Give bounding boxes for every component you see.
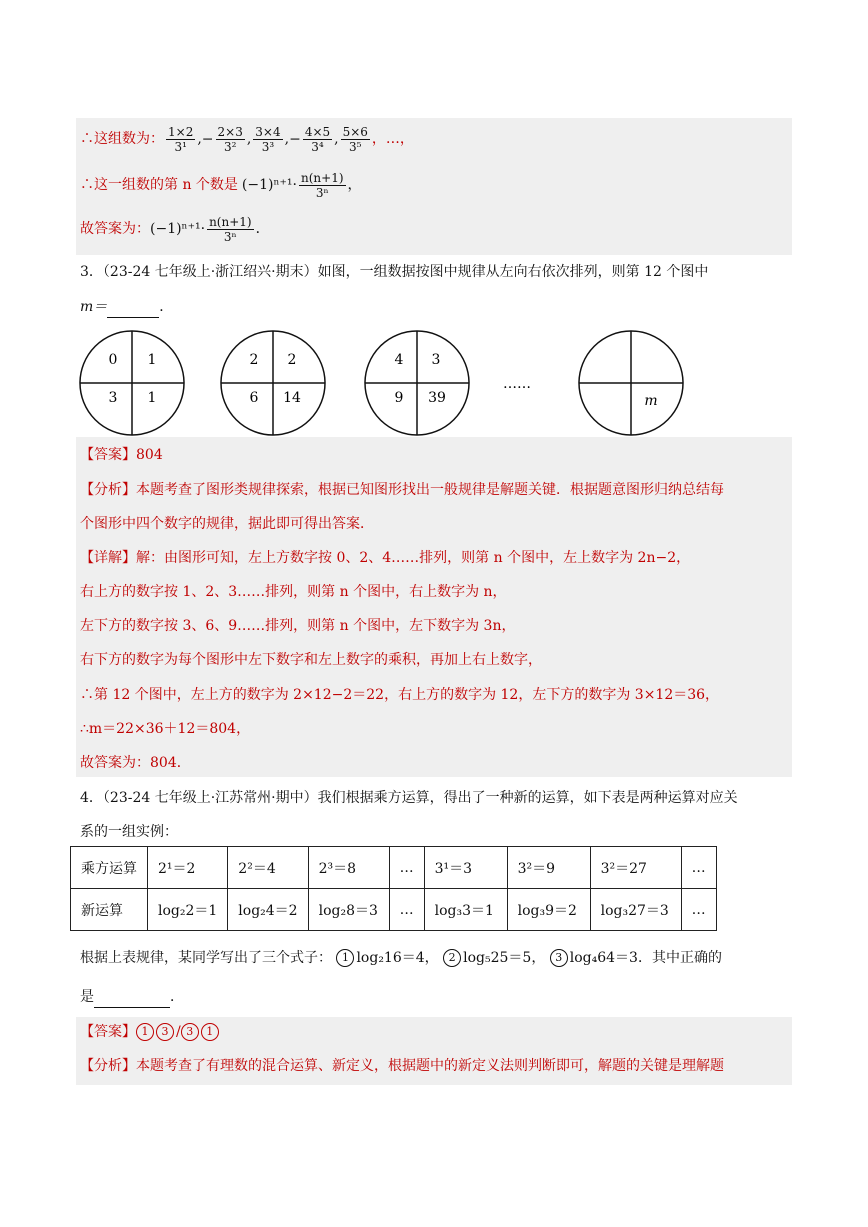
table-cell: log₂4＝2 xyxy=(228,889,308,931)
table-cell: … xyxy=(389,847,424,889)
table-cell: log₃9＝2 xyxy=(507,889,590,931)
formula-3: 3 log₄64＝3 xyxy=(550,950,638,966)
circle-3-bottom-right: 39 xyxy=(428,390,446,406)
answer-3: 【答案】804 xyxy=(80,447,163,463)
table-cell: 乘方运算 xyxy=(71,847,148,889)
table-cell: … xyxy=(389,889,424,931)
table-row xyxy=(71,889,717,931)
table-cell: 3²＝27 xyxy=(590,847,681,889)
ellipsis: …… xyxy=(503,376,531,392)
nth-term-line xyxy=(80,168,362,202)
table-cell: 3¹＝3 xyxy=(424,847,507,889)
question-3-blank-line: m＝ ． xyxy=(80,297,173,318)
fraction-1: $\frac{1\times 2}{\text{3¹}}$ xyxy=(168,124,194,154)
table-cell: 2¹＝2 xyxy=(148,847,228,889)
table-cell: … xyxy=(681,889,716,931)
nth-term-tail: ， xyxy=(347,177,362,193)
detail-3-line-3: 左下方的数字按 3、6、9……排列，则第 n 个图中，左下数字为 3n， xyxy=(80,618,516,634)
circle-1 xyxy=(80,331,184,435)
circle-3-top-left: 4 xyxy=(394,352,404,368)
formula-2: 2 log₅25＝5 xyxy=(443,950,531,966)
fraction-5: $\frac{5\times 6}{\text{3⁵}}$ xyxy=(342,124,368,154)
circle-12 xyxy=(579,331,683,435)
detail-3-line-1: 【详解】解：由图形可知，左上方数字按 0、2、4……排列，则第 n 个图中，左上数字为 2n−2， xyxy=(80,550,691,566)
table-cell: 3²＝9 xyxy=(507,847,590,889)
circle-2-top-right: 2 xyxy=(287,352,297,368)
circle-3 xyxy=(365,331,469,435)
circle-2 xyxy=(221,331,325,435)
fraction-3: $\frac{3\times 4}{\text{3³}}$ xyxy=(255,124,281,154)
answer-prefix: 故答案为： xyxy=(80,221,150,237)
answer-4: 【答案】 1 3 / 3 1 xyxy=(80,1022,221,1042)
nth-term-prefix: ∴这一组数的第 n 个数是 xyxy=(80,177,238,193)
circle-12-bottom-right: m xyxy=(644,393,658,409)
table-cell: log₂8＝3 xyxy=(308,889,389,931)
question-4-stem-line-2: 系的一组实例： xyxy=(80,824,178,840)
fraction-4: − $\frac{4\times 5}{\text{3⁴}}$ xyxy=(289,124,331,154)
sequence-line: ∴这组数为： $\frac{1\times 2}{\text{3¹}}$ , − $\frac{2\times 3}{\text{3²}}$ , $\frac{3\times 4}{\text{3³}}$ , − $\frac{4\times 5}{\text{3⁴}}$ , $\frac{5\times 6}{\text{3⁵}}$ ，…， xyxy=(80,124,414,154)
sequence-tail: ，…， xyxy=(371,131,414,147)
circle-1-top-right: 1 xyxy=(147,352,157,368)
table-cell: 2²＝4 xyxy=(228,847,308,889)
circle-1-top-left: 0 xyxy=(108,352,118,368)
question-4-rule-line: 根据上表规律，某同学写出了三个式子： 1 log₂16＝4， 2 log₅25＝5， 3 log₄64＝3．其中正确的 xyxy=(80,950,722,966)
general-term-fraction: $\frac{n(n+1)}{\text{3ⁿ}}$ xyxy=(301,170,344,200)
table-cell: log₂2＝1 xyxy=(148,889,228,931)
answer-blank xyxy=(107,297,159,318)
table-cell: 新运算 xyxy=(71,889,148,931)
circle-3-top-right: 3 xyxy=(431,352,441,368)
circle-1-bottom-right: 1 xyxy=(147,390,157,406)
analysis-4-line-1: 【分析】本题考查了有理数的混合运算、新定义，根据题中的新定义法则判断即可，解题的关键是理解题 xyxy=(80,1058,724,1074)
operation-table xyxy=(70,846,717,931)
circle-2-bottom-left: 6 xyxy=(249,390,259,406)
table-row xyxy=(71,847,717,889)
detail-3-line-7: 故答案为：804． xyxy=(80,755,191,771)
answer-tail: ． xyxy=(255,221,270,237)
detail-3-line-5: ∴第 12 个图中，左上方的数字为 2×12−2＝22，右上方的数字为 12，左下方的数字为 3×12＝36， xyxy=(80,687,720,703)
table-cell: log₃3＝1 xyxy=(424,889,507,931)
table-cell: 2³＝8 xyxy=(308,847,389,889)
fraction-2: − $\frac{2\times 3}{\text{3²}}$ xyxy=(201,124,243,154)
circle-1-bottom-left: 3 xyxy=(108,390,118,406)
table-cell: … xyxy=(681,847,716,889)
formula-1: 1 log₂16＝4 xyxy=(336,950,424,966)
circle-2-bottom-right: 14 xyxy=(283,390,301,406)
table-cell: log₃27＝3 xyxy=(590,889,681,931)
circle-2-top-left: 2 xyxy=(249,352,259,368)
answer-blank xyxy=(94,987,170,1008)
analysis-3-line-1: 【分析】本题考查了图形类规律探索，根据已知图形找出一般规律是解题关键．根据题意图形归纳总结每 xyxy=(80,482,724,498)
question-4-stem-line-1: 4．（23-24 七年级上·江苏常州·期中）我们根据乘方运算，得出了一种新的运算，如下表是两种运算对应关 xyxy=(80,790,738,806)
question-3-stem: 3．（23-24 七年级上·浙江绍兴·期末）如图，一组数据按图中规律从左向右依次排列，则第 12 个图中 xyxy=(80,264,709,280)
sequence-prefix: ∴这组数为： xyxy=(80,131,164,147)
answer-line-block1 xyxy=(80,212,270,246)
power-expression: (−1)ⁿ⁺¹· xyxy=(241,177,297,193)
circle-3-bottom-left: 9 xyxy=(394,390,404,406)
analysis-3-line-2: 个图形中四个数字的规律，据此即可得出答案． xyxy=(80,516,374,532)
answer-power: (−1)ⁿ⁺¹· xyxy=(150,221,206,237)
detail-3-line-2: 右上方的数字按 1、2、3……排列，则第 n 个图中，右上数字为 n， xyxy=(80,584,507,600)
detail-3-line-4: 右下方的数字为每个图形中左下数字和左上数字的乘积，再加上右上数字， xyxy=(80,652,542,668)
detail-3-line-6: ∴m＝22×36＋12＝804， xyxy=(80,721,251,737)
question-4-blank-line: 是 ． xyxy=(80,987,184,1008)
circle-diagrams xyxy=(0,328,868,438)
answer-fraction: $\frac{n(n+1)}{\text{3ⁿ}}$ xyxy=(209,214,252,244)
